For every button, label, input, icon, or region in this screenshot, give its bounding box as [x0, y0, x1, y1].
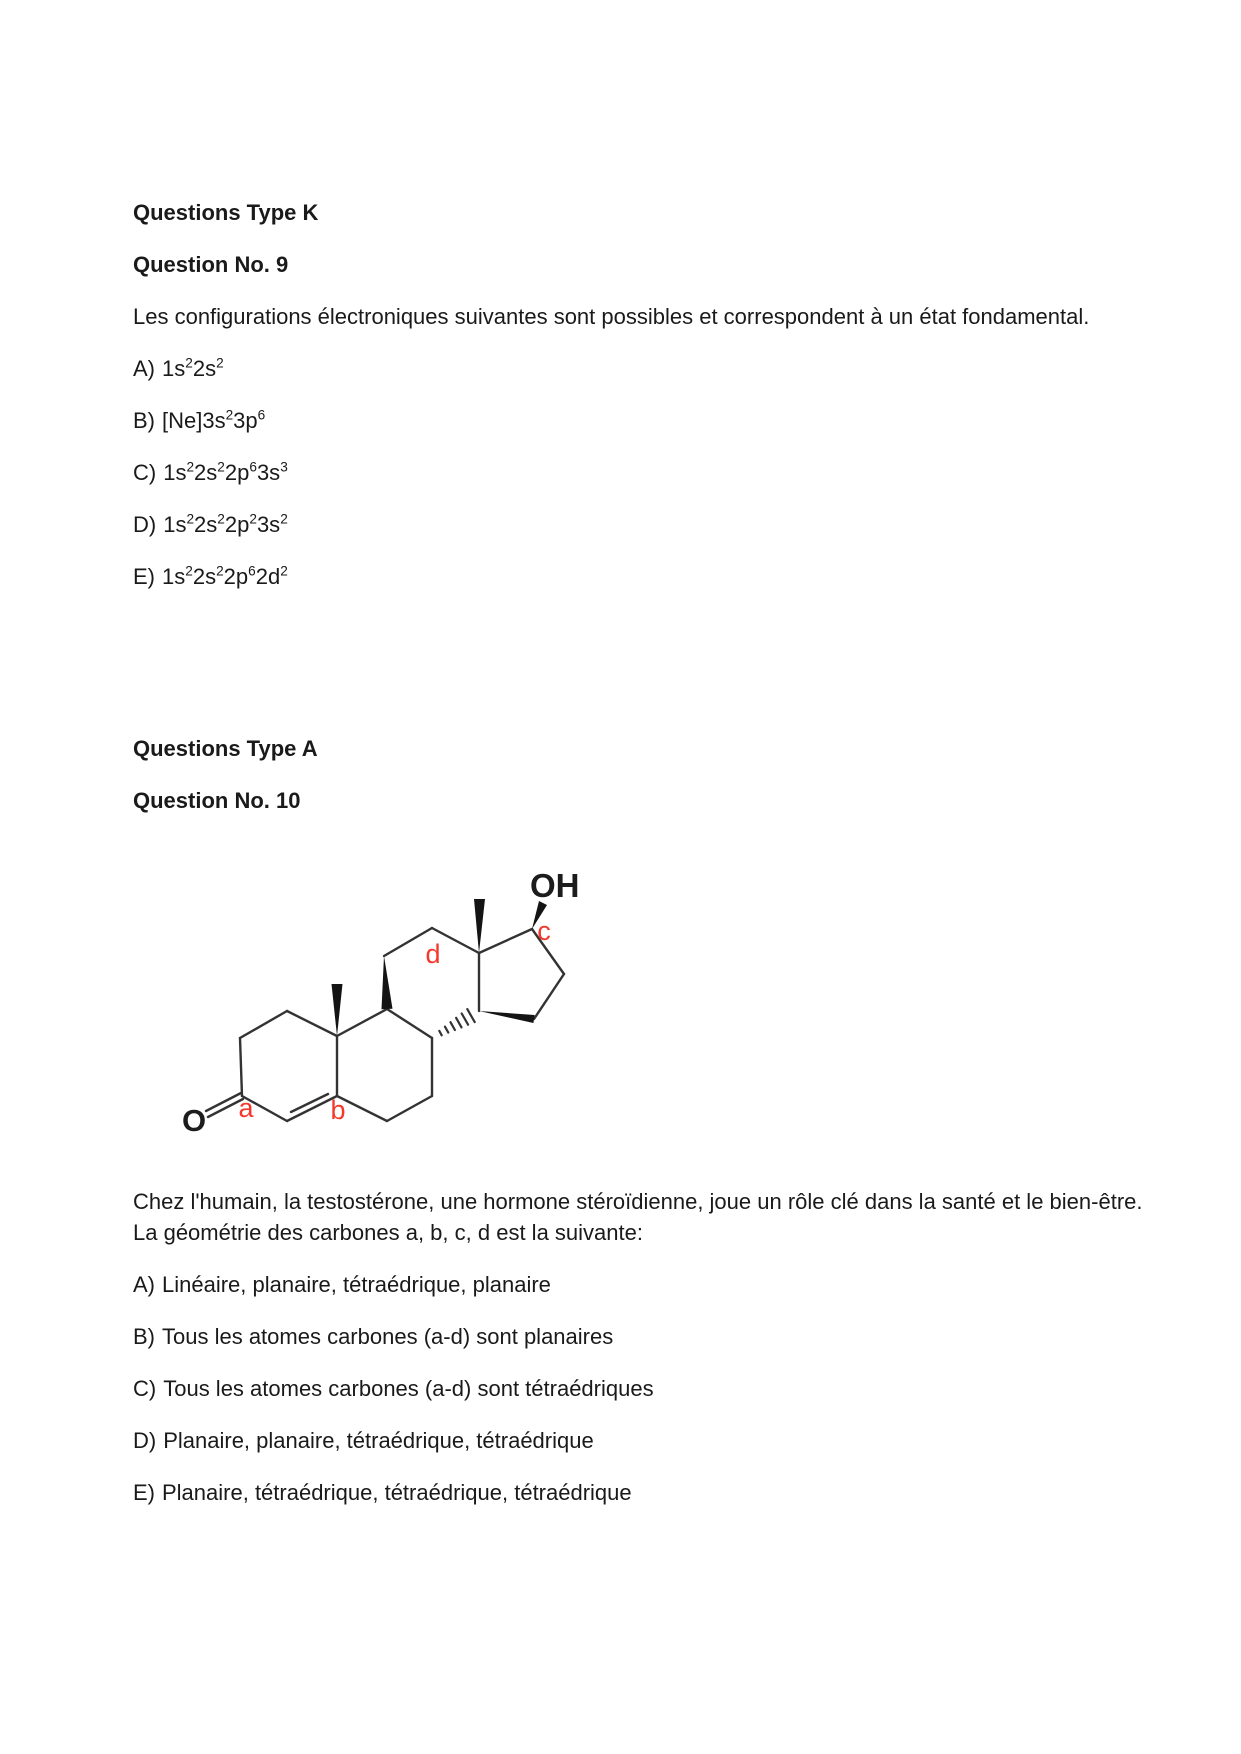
formula-sup: 6: [249, 459, 257, 475]
formula-sup: 3: [280, 459, 288, 475]
formula-segment: 1s: [163, 512, 187, 537]
formula-sup: 2: [216, 563, 224, 579]
ring-b-bonds: [337, 1009, 432, 1121]
option-label: A): [133, 356, 155, 381]
formula-sup: 2: [216, 355, 224, 371]
question-9-heading: Question No. 9: [133, 252, 289, 277]
q10-option-a: [133, 1272, 1161, 1298]
carbon-label-d: d: [425, 939, 441, 969]
option-text: Linéaire, planaire, tétraédrique, planaire: [162, 1272, 551, 1297]
formula-segment: 1s: [162, 564, 186, 589]
q9-option-c: [133, 460, 1161, 486]
formula-segment: 2p: [224, 460, 250, 485]
q9-option-d: [133, 512, 1161, 538]
q10-option-b: [133, 1324, 1161, 1350]
q10-option-c: [133, 1376, 1161, 1402]
q9-option-a: [133, 356, 1161, 382]
question-10-prompt: Chez l'humain, la testostérone, une hormone stéroïdienne, joue un rôle clé dans la santé et le bien-être. La géométrie des carbones a, b, c, d est la suivante:: [133, 1189, 1143, 1245]
q9-option-b: [133, 408, 1161, 434]
section-k-heading: Questions Type K: [133, 200, 319, 225]
option-label: D): [133, 512, 157, 537]
option-label: B): [133, 1324, 155, 1349]
electron-configuration: [162, 356, 224, 381]
option-label: D): [133, 1428, 157, 1453]
ketone-oxygen-label: O: [182, 1103, 207, 1138]
question-10-heading: Question No. 10: [133, 788, 301, 813]
formula-sup: 2: [280, 563, 288, 579]
hydroxyl-label: OH: [530, 867, 580, 904]
ketone-double-bond: [206, 1093, 243, 1117]
ring-d-wedge: [479, 1011, 535, 1023]
formula-segment: 2p: [223, 564, 249, 589]
option-label: C): [133, 460, 157, 485]
formula-segment: [Ne]3s: [162, 408, 226, 433]
formula-segment: 2s: [192, 564, 217, 589]
formula-sup: 2: [186, 459, 195, 475]
option-label: C): [133, 1376, 157, 1401]
carbon-label-c: c: [537, 916, 551, 946]
formula-segment: 2p: [224, 512, 250, 537]
option-label: A): [133, 1272, 155, 1297]
option-label: E): [133, 1480, 155, 1505]
option-text: Tous les atomes carbones (a-d) sont planaires: [162, 1324, 614, 1349]
formula-segment: 3s: [256, 460, 281, 485]
ring-fusion-wedge: [382, 956, 393, 1009]
carbon-label-b: b: [330, 1095, 346, 1125]
formula-sup: 2: [186, 511, 195, 527]
testosterone-structure-svg: [155, 846, 607, 1158]
ring-a-bonds: [240, 1011, 337, 1121]
formula-segment: 1s: [163, 460, 187, 485]
question-9-prompt: Les configurations électroniques suivantes sont possibles et correspondent à un état fondamental.: [133, 304, 1090, 329]
ring-d-bonds: [479, 929, 564, 1019]
option-label: B): [133, 408, 155, 433]
formula-sup: 2: [217, 459, 225, 475]
formula-sup: 2: [280, 511, 288, 527]
formula-sup: 2: [225, 407, 234, 423]
option-label: E): [133, 564, 155, 589]
formula-sup: 2: [185, 563, 193, 579]
q9-option-e: [133, 564, 1161, 590]
formula-segment: 2s: [194, 512, 218, 537]
formula-sup: 2: [217, 511, 225, 527]
formula-segment: 2d: [255, 564, 281, 589]
formula-segment: 3s: [256, 512, 281, 537]
carbon-label-a: a: [238, 1093, 254, 1123]
electron-configuration: [163, 460, 288, 485]
q10-option-e: [133, 1480, 1161, 1506]
formula-segment: 1s: [162, 356, 186, 381]
electron-configuration: [162, 564, 288, 589]
methyl-wedge-c13: [474, 899, 485, 953]
formula-segment: 2s: [192, 356, 217, 381]
formula-sup: 2: [185, 355, 193, 371]
option-text: Planaire, planaire, tétraédrique, tétraédrique: [163, 1428, 594, 1453]
q10-option-d: [133, 1428, 1161, 1454]
formula-sup: 6: [248, 563, 256, 579]
electron-configuration: [162, 408, 265, 433]
formula-segment: 2s: [194, 460, 218, 485]
hashed-stereo-bond: [439, 1009, 474, 1035]
electron-configuration: [163, 512, 288, 537]
formula-sup: 6: [257, 407, 266, 423]
formula-segment: 3p: [233, 408, 258, 433]
section-a-heading: Questions Type A: [133, 736, 318, 761]
option-text: Planaire, tétraédrique, tétraédrique, tétraédrique: [162, 1480, 632, 1505]
testosterone-structure-diagram: [155, 846, 607, 1158]
option-text: Tous les atomes carbones (a-d) sont tétraédriques: [163, 1376, 654, 1401]
methyl-wedge-c10: [332, 984, 343, 1036]
formula-sup: 2: [249, 511, 257, 527]
